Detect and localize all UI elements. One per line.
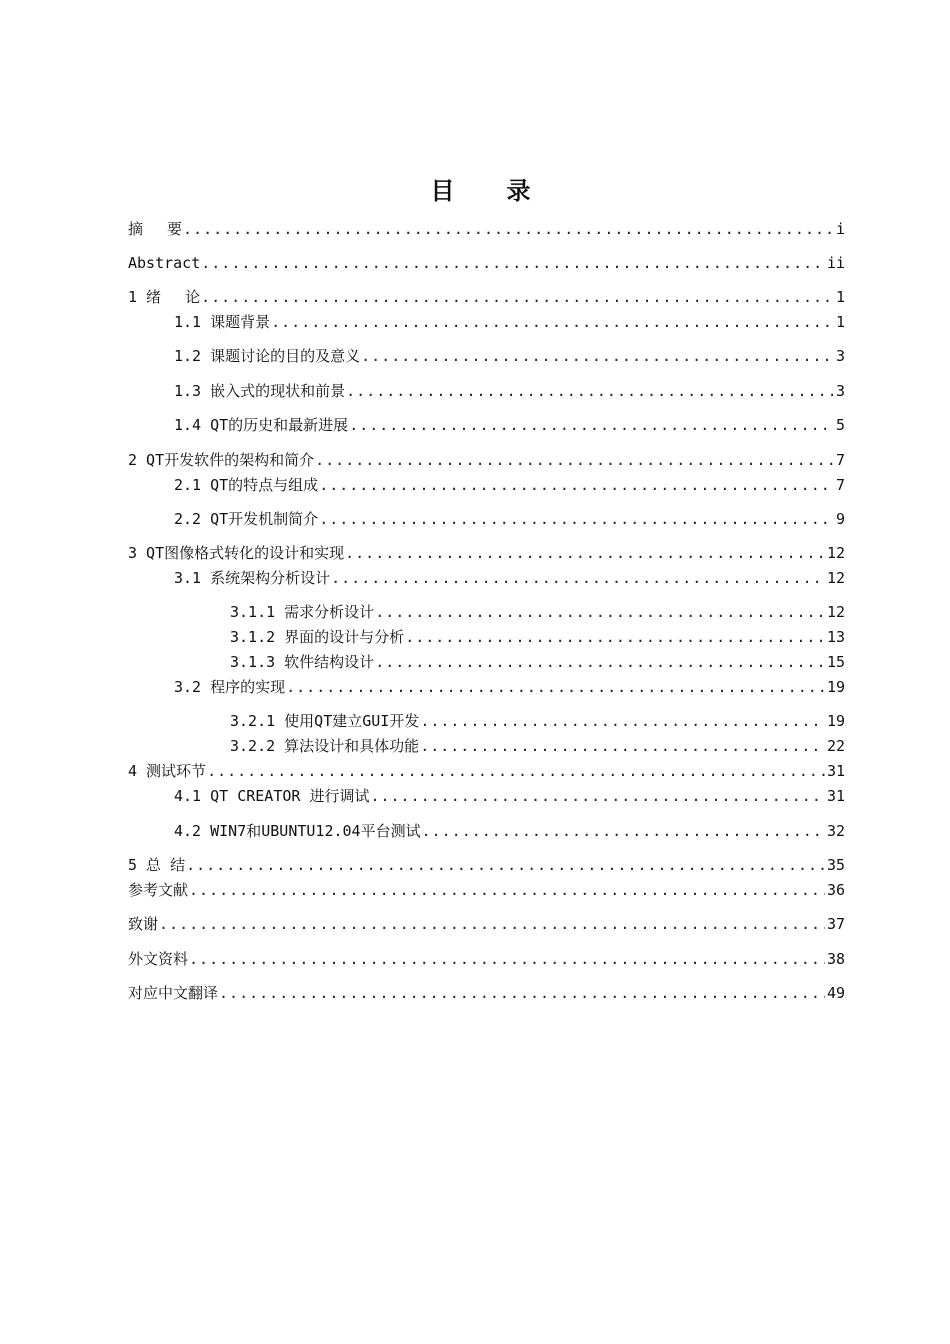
toc-entry-section-1-3[interactable] — [174, 380, 845, 402]
toc-entry-chapter-1[interactable] — [128, 286, 845, 308]
toc-leader-dots — [361, 345, 834, 367]
toc-entry-label: Abstract — [128, 254, 201, 272]
toc-leader-dots — [319, 474, 834, 496]
toc-entry-label: 2.1 QT的特点与组成 — [174, 476, 319, 494]
toc-leader-dots — [159, 913, 825, 935]
toc-entry-translation[interactable] — [128, 982, 845, 1004]
toc-leader-dots — [189, 879, 825, 901]
toc-entry-page: 3 — [835, 347, 845, 365]
toc-entry-label: 1.1 课题背景 — [174, 313, 271, 331]
toc-entry-label: 1.4 QT的历史和最新进展 — [174, 416, 349, 434]
toc-leader-dots — [345, 542, 825, 564]
toc-entry-label: 致谢 — [128, 915, 159, 933]
toc-entry-label: 3.1.1 需求分析设计 — [230, 603, 375, 621]
toc-entry-page: 3 — [835, 382, 845, 400]
toc-entry-section-4-2[interactable] — [174, 820, 845, 842]
toc-leader-dots — [201, 252, 825, 274]
toc-entry-page: 36 — [826, 881, 845, 899]
toc-entry-acknowledgements[interactable] — [128, 913, 845, 935]
toc-leader-dots — [286, 676, 825, 698]
toc-leader-dots — [375, 601, 825, 623]
toc-leader-dots — [331, 567, 825, 589]
toc-entry-abstract-en[interactable] — [128, 252, 845, 274]
toc-entry-section-2-2[interactable] — [174, 508, 845, 530]
toc-leader-dots — [319, 508, 834, 530]
toc-entry-label: 3.2.2 算法设计和具体功能 — [230, 737, 420, 755]
toc-entry-page: 9 — [835, 510, 845, 528]
toc-leader-dots — [207, 760, 825, 782]
toc-entry-foreign-material[interactable] — [128, 948, 845, 970]
toc-entry-label: 4.1 QT CREATOR 进行调试 — [174, 787, 370, 805]
toc-entry-page: 7 — [835, 476, 845, 494]
toc-entry-references[interactable] — [128, 879, 845, 901]
toc-entry-label: 3.2.1 使用QT建立GUI开发 — [230, 712, 420, 730]
toc-entry-page: 12 — [826, 544, 845, 562]
toc-leader-dots — [422, 820, 825, 842]
toc-entry-section-1-2[interactable] — [174, 345, 845, 367]
toc-entry-page: 5 — [835, 416, 845, 434]
toc-leader-dots — [370, 785, 824, 807]
toc-entry-page: 12 — [826, 569, 845, 587]
toc-entry-label: 摘 要 — [128, 220, 183, 238]
toc-entry-section-3-1-1[interactable] — [230, 601, 845, 623]
toc-entry-section-1-4[interactable] — [174, 414, 845, 436]
toc-entry-page: 7 — [835, 451, 845, 469]
toc-leader-dots — [405, 626, 825, 648]
toc-leader-dots — [420, 710, 825, 732]
toc-entry-page: 31 — [826, 787, 845, 805]
toc-entry-label: 1.3 嵌入式的现状和前景 — [174, 382, 346, 400]
toc-entry-section-2-1[interactable] — [174, 474, 845, 496]
toc-entry-section-3-1-2[interactable] — [230, 626, 845, 648]
toc-entry-section-1-1[interactable] — [174, 311, 845, 333]
toc-entry-chapter-4[interactable] — [128, 760, 845, 782]
toc-leader-dots — [186, 854, 825, 876]
toc-leader-dots — [201, 286, 834, 308]
toc-entry-page: 12 — [826, 603, 845, 621]
toc-entry-section-3-2-1[interactable] — [230, 710, 845, 732]
toc-entry-page: ii — [826, 254, 845, 272]
toc-leader-dots — [271, 311, 834, 333]
toc-entry-page: 35 — [826, 856, 845, 874]
toc-entry-label: 3 QT图像格式转化的设计和实现 — [128, 544, 345, 562]
toc-entry-label: 2 QT开发软件的架构和简介 — [128, 451, 315, 469]
toc-entry-chapter-2[interactable] — [128, 449, 845, 471]
toc-entry-page: 49 — [826, 984, 845, 1002]
toc-entry-section-4-1[interactable] — [174, 785, 845, 807]
toc-entry-chapter-3[interactable] — [128, 542, 845, 564]
toc-entry-page: 1 — [835, 288, 845, 306]
toc-entry-page: 1 — [835, 313, 845, 331]
toc-leader-dots — [183, 218, 834, 240]
toc-leader-dots — [315, 449, 834, 471]
toc-entry-label: 4 测试环节 — [128, 762, 207, 780]
toc-entry-label: 2.2 QT开发机制简介 — [174, 510, 319, 528]
toc-leader-dots — [420, 735, 825, 757]
toc-entry-section-3-1-3[interactable] — [230, 651, 845, 673]
toc-entry-label: 3.1.3 软件结构设计 — [230, 653, 375, 671]
toc-entry-page: 31 — [826, 762, 845, 780]
toc-entry-abstract-cn[interactable] — [128, 218, 845, 240]
toc-entry-label: 参考文献 — [128, 881, 189, 899]
toc-entry-label: 3.1 系统架构分析设计 — [174, 569, 331, 587]
toc-leader-dots — [219, 982, 825, 1004]
toc-leader-dots — [375, 651, 825, 673]
toc-entry-label: 1 绪 论 — [128, 288, 201, 306]
toc-title: 目 录 — [430, 177, 545, 205]
toc-entry-label: 对应中文翻译 — [128, 984, 219, 1002]
toc-entry-label: 1.2 课题讨论的目的及意义 — [174, 347, 361, 365]
toc-entry-label: 3.1.2 界面的设计与分析 — [230, 628, 405, 646]
toc-entry-page: i — [835, 220, 845, 238]
toc-entry-section-3-2-2[interactable] — [230, 735, 845, 757]
toc-entry-page: 19 — [826, 678, 845, 696]
toc-leader-dots — [349, 414, 834, 436]
toc-entry-chapter-5[interactable] — [128, 854, 845, 876]
toc-entry-page: 38 — [826, 950, 845, 968]
toc-entry-page: 37 — [826, 915, 845, 933]
toc-entry-label: 3.2 程序的实现 — [174, 678, 286, 696]
toc-entry-page: 32 — [826, 822, 845, 840]
toc-entry-label: 4.2 WIN7和UBUNTU12.04平台测试 — [174, 822, 421, 840]
toc-entry-page: 22 — [826, 737, 845, 755]
toc-entry-section-3-1[interactable] — [174, 567, 845, 589]
toc-entry-page: 13 — [826, 628, 845, 646]
toc-leader-dots — [189, 948, 825, 970]
toc-entry-section-3-2[interactable] — [174, 676, 845, 698]
toc-entry-page: 19 — [826, 712, 845, 730]
toc-entry-label: 外文资料 — [128, 950, 189, 968]
toc-entry-page: 15 — [826, 653, 845, 671]
toc-leader-dots — [346, 380, 834, 402]
toc-entry-label: 5 总 结 — [128, 856, 186, 874]
